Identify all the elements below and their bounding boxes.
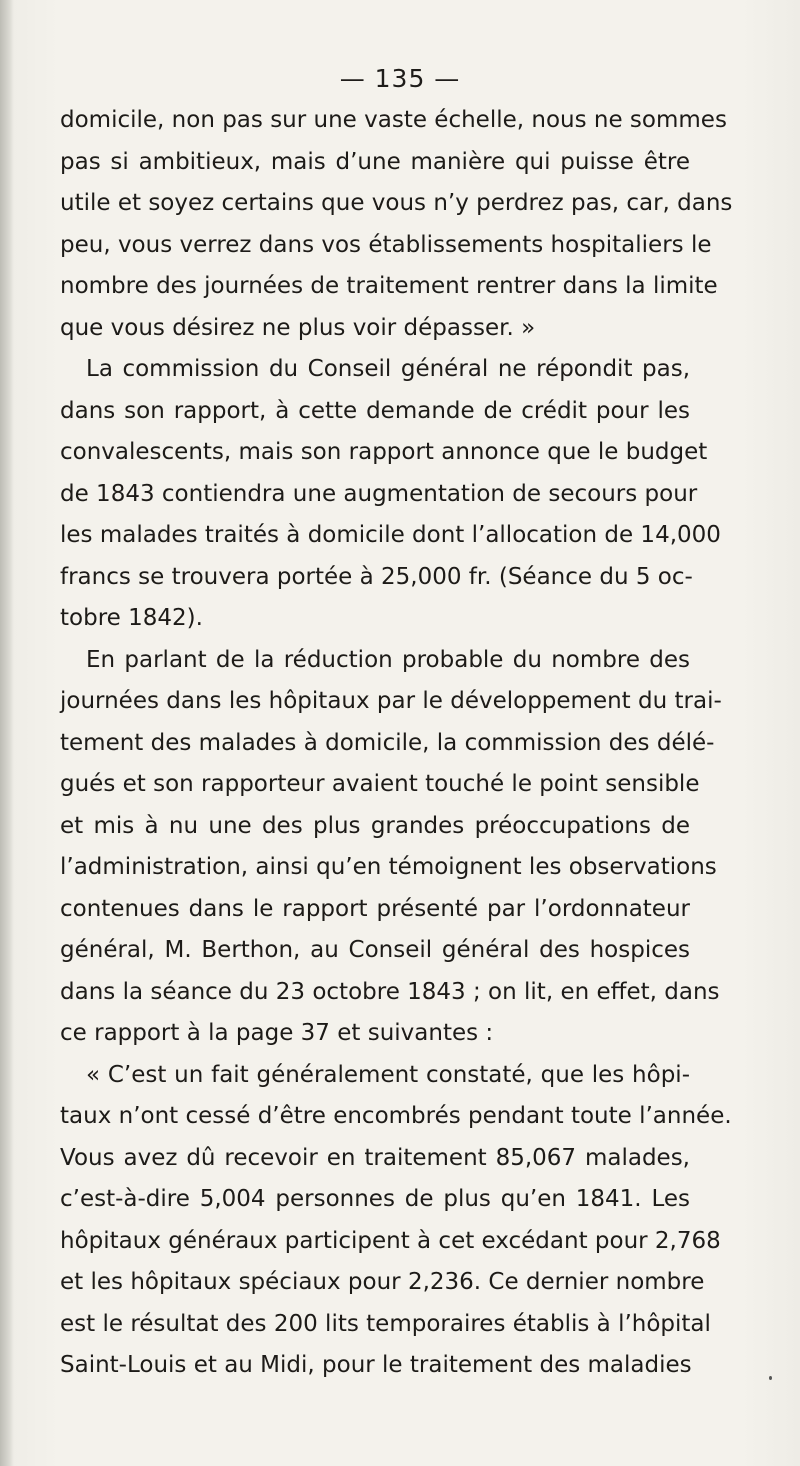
text-line: Vous avez dû recevoir en traitement 85,067 malades,	[60, 1144, 690, 1171]
text-line: l’administration, ainsi qu’en témoignent les observations	[60, 854, 717, 880]
text-line: En parlant de la réduction probable du nombre des	[86, 646, 690, 673]
text-line: nombre des journées de traitement rentrer dans la limite	[60, 273, 718, 299]
text-line: taux n’ont cessé d’être encombrés pendant toute l’année.	[60, 1103, 732, 1129]
paper-speck	[769, 1376, 772, 1380]
text-line: pas si ambitieux, mais d’une manière qui puisse être	[60, 148, 690, 175]
text-line: et les hôpitaux spéciaux pour 2,236. Ce dernier nombre	[60, 1269, 705, 1295]
text-line: et mis à nu une des plus grandes préoccupations de	[60, 812, 690, 839]
text-line: les malades traités à domicile dont l’allocation de 14,000	[60, 522, 721, 548]
text-line: Saint-Louis et au Midi, pour le traitement des maladies	[60, 1352, 692, 1378]
text-line: de 1843 contiendra une augmentation de secours pour	[60, 480, 698, 507]
text-line: tobre 1842).	[60, 605, 203, 631]
text-line: que vous désirez ne plus voir dépasser. »	[60, 314, 536, 341]
text-line: est le résultat des 200 lits temporaires établis à l’hôpital	[60, 1310, 711, 1337]
text-line: ce rapport à la page 37 et suivantes :	[60, 1020, 494, 1046]
text-line: général, M. Berthon, au Conseil général des hospices	[60, 937, 690, 963]
text-line: hôpitaux généraux participent à cet excédant pour 2,768	[60, 1227, 721, 1254]
text-line: dans son rapport, à cette demande de crédit pour les	[60, 397, 690, 424]
text-line: domicile, non pas sur une vaste échelle, nous ne sommes	[60, 107, 727, 133]
page-number: — 135 —	[339, 64, 461, 93]
text-line: c’est-à-dire 5,004 personnes de plus qu’en 1841. Les	[60, 1186, 690, 1212]
text-line: tement des malades à domicile, la commission des délé-	[60, 729, 715, 756]
text-line: « C’est un fait généralement constaté, que les hôpi-	[86, 1061, 690, 1088]
text-line: francs se trouvera portée à 25,000 fr. (Séance du 5 oc-	[60, 563, 693, 590]
text-line: utile et soyez certains que vous n’y perdrez pas, car, dans	[60, 190, 733, 216]
text-line: contenues dans le rapport présenté par l’ordonnateur	[60, 895, 690, 922]
text-line: dans la séance du 23 octobre 1843 ; on lit, en effet, dans	[60, 978, 720, 1005]
binding-edge	[0, 0, 14, 1466]
text-line: convalescents, mais son rapport annonce que le budget	[60, 439, 708, 465]
text-line: peu, vous verrez dans vos établissements hospitaliers le	[60, 231, 712, 258]
body-text	[60, 100, 733, 1387]
text-line: La commission du Conseil général ne répondit pas,	[86, 356, 690, 382]
text-line: journées dans les hôpitaux par le développement du trai-	[60, 688, 722, 714]
text-line: gués et son rapporteur avaient touché le point sensible	[60, 771, 700, 797]
